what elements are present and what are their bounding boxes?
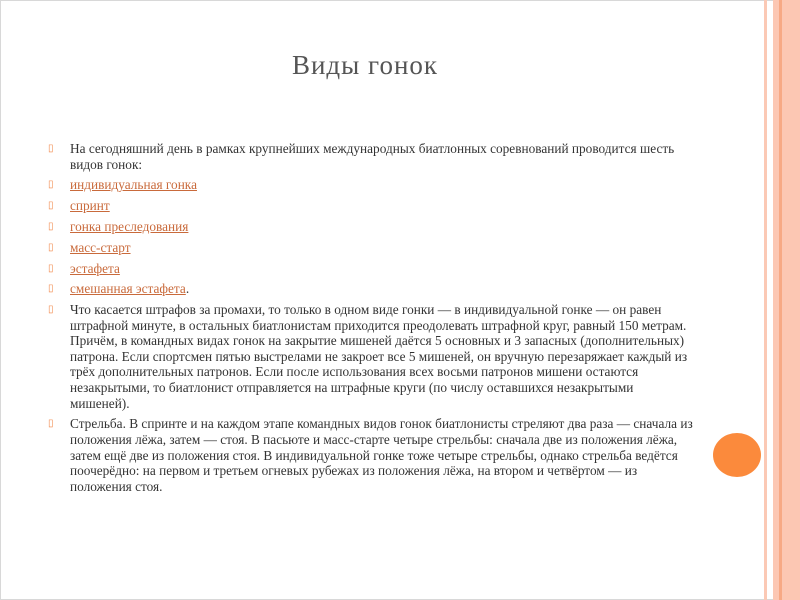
link-mixed-relay[interactable]: смешанная эстафета — [70, 281, 186, 297]
decor-stripe — [764, 0, 767, 600]
link-individual[interactable]: индивидуальная гонка — [70, 177, 197, 193]
period: . — [185, 281, 190, 297]
list-item — [48, 281, 693, 297]
bullet-icon: ▯ — [48, 418, 54, 430]
penalties-text: Что касается штрафов за промахи, то только в одном виде гонки — в индивидуальной гонке — он равен штрафной минуте, в остальных биатлонистам приходится преодолевать штрафной круг, равный 150 метрам. Причём, в командных видах гонок на закрытие мишеней даётся 5 основных и 3 запасных (дополнительных) патрона. Если спортсмен пятью выстрелами не закроет все 5 мишеней, он вручную перезаряжает каждый из трёх дополнительных патронов. Если после использования всех восьми патронов мишени остаются незакрытыми, то биатлонист отправляется на штрафные круги (по числу оставшихся незакрытыми мишеней). — [70, 302, 688, 411]
list-item — [48, 219, 693, 235]
list-item — [48, 141, 693, 172]
bullet-icon: ▯ — [48, 220, 54, 232]
link-pursuit[interactable]: гонка преследования — [70, 218, 189, 234]
decor-stripe-dark — [779, 0, 782, 600]
shooting-text: Стрельба. В спринте и на каждом этапе командных видов гонок биатлонисты стреляют два раза — сначала из положения лёжа, затем — стоя. В пасьюте и масс-старте четыре стрельбы: сначала две из положения лёжа, затем ещё две из положения стоя. В индивидуальной гонке тоже четыре стрельбы, однако стрельба ведётся поочерёдно: на первом и третьем огневых рубежах из положения лёжа, на втором и четвёртом — из положения стоя. — [70, 416, 693, 494]
slide-title: Виды гонок — [291, 50, 439, 80]
bullet-icon: ▯ — [48, 304, 54, 316]
decor-band — [773, 0, 800, 600]
list-item — [48, 302, 693, 411]
bullet-icon: ▯ — [48, 200, 54, 212]
list-item — [48, 416, 693, 494]
list-item — [48, 240, 693, 256]
list-item — [48, 261, 693, 277]
list-item — [48, 198, 693, 214]
slide-body — [48, 141, 693, 500]
link-mass-start[interactable]: масс-старт — [70, 239, 131, 255]
link-sprint[interactable]: спринт — [70, 198, 110, 214]
list-item — [48, 177, 693, 193]
bullet-icon: ▯ — [48, 283, 54, 295]
bullet-icon: ▯ — [48, 179, 54, 191]
bullet-icon: ▯ — [48, 262, 54, 274]
bullet-icon: ▯ — [48, 143, 54, 154]
bullet-icon: ▯ — [48, 241, 54, 253]
decor-circle — [713, 433, 761, 477]
intro-text: На сегодняшний день в рамках крупнейших международных биатлонных соревнований проводится шесть видов гонок: — [70, 141, 675, 172]
link-relay[interactable]: эстафета — [70, 260, 120, 276]
